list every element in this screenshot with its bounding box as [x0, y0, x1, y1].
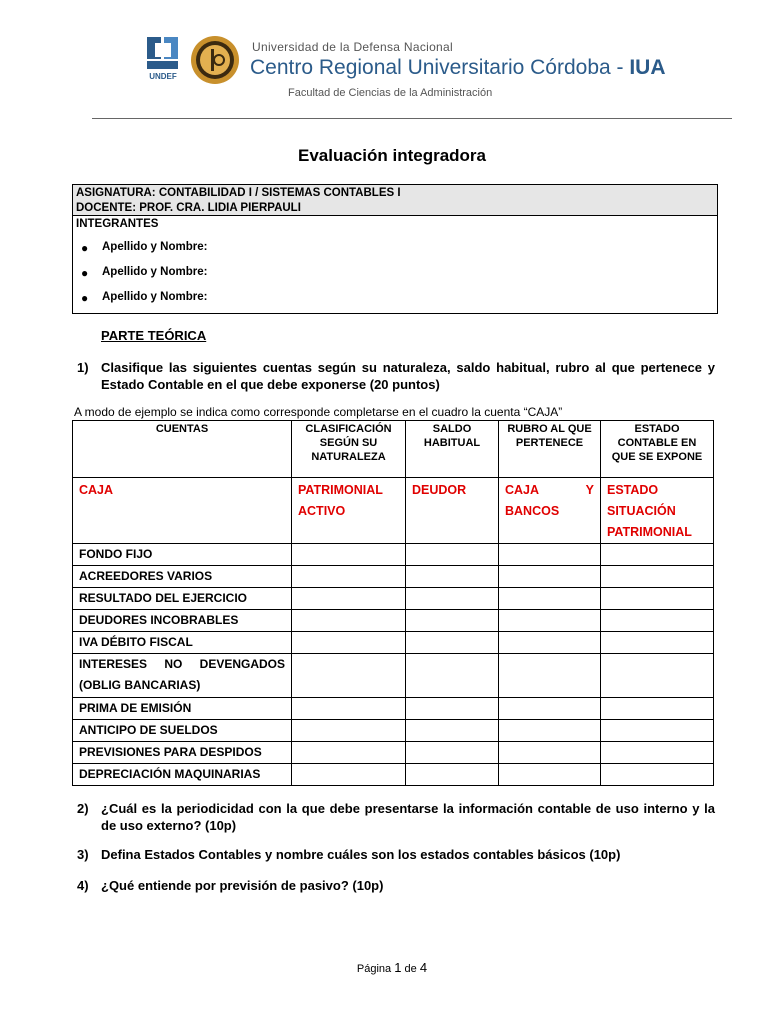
answer-cell[interactable]: [406, 698, 499, 720]
iua-seal-logo: [190, 35, 240, 85]
undef-logo: [145, 35, 181, 87]
header-cell: CUENTAS: [73, 421, 292, 478]
answer-cell[interactable]: [406, 610, 499, 632]
answer-cell[interactable]: [499, 588, 601, 610]
table-row: [73, 698, 714, 720]
answer-cell[interactable]: [601, 654, 714, 698]
example-row: [73, 478, 714, 544]
answer-cell[interactable]: [406, 764, 499, 786]
example-cell: DEUDOR: [406, 478, 499, 544]
answer-cell[interactable]: [292, 698, 406, 720]
account-cell: ANTICIPO DE SUELDOS: [73, 720, 292, 742]
question-2: [77, 800, 717, 836]
account-cell: PREVISIONES PARA DESPIDOS: [73, 742, 292, 764]
faculty-name: Facultad de Ciencias de la Administración: [288, 87, 493, 99]
answer-cell[interactable]: [292, 588, 406, 610]
answer-cell[interactable]: [292, 764, 406, 786]
example-cell: PATRIMONIAL ACTIVO: [292, 478, 406, 544]
section-heading: PARTE TEÓRICA: [101, 328, 207, 343]
answer-cell[interactable]: [601, 610, 714, 632]
answer-cell[interactable]: [601, 566, 714, 588]
answer-cell[interactable]: [292, 742, 406, 764]
question-text: ¿Qué entiende por previsión de pasivo? (10p): [101, 878, 384, 893]
table-row: [73, 632, 714, 654]
answer-cell[interactable]: [406, 566, 499, 588]
question-3: [77, 846, 717, 864]
example-cell: ESTADO SITUACIÓN PATRIMONIAL: [601, 478, 714, 544]
account-cell: RESULTADO DEL EJERCICIO: [73, 588, 292, 610]
header-cell: RUBRO AL QUE PERTENECE: [499, 421, 601, 478]
answer-cell[interactable]: [292, 544, 406, 566]
undef-logo-text: UNDEF: [149, 72, 177, 81]
accounts-table: [72, 420, 714, 786]
question-number: 3): [77, 847, 89, 862]
answer-cell[interactable]: [499, 764, 601, 786]
table-row: [73, 544, 714, 566]
answer-cell[interactable]: [292, 566, 406, 588]
answer-cell[interactable]: [406, 742, 499, 764]
answer-cell[interactable]: [406, 632, 499, 654]
account-cell: FONDO FIJO: [73, 544, 292, 566]
table-row: [73, 588, 714, 610]
header-cell: ESTADO CONTABLE EN QUE SE EXPONE: [601, 421, 714, 478]
member-label: Apellido y Nombre:: [102, 266, 208, 278]
answer-cell[interactable]: [499, 632, 601, 654]
bullet-icon: ●: [81, 241, 89, 255]
member-label: Apellido y Nombre:: [102, 291, 208, 303]
header-cell: SALDO HABITUAL: [406, 421, 499, 478]
answer-cell[interactable]: [499, 654, 601, 698]
member-label: Apellido y Nombre:: [102, 241, 208, 253]
example-cell: CAJA Y BANCOS: [499, 478, 601, 544]
account-cell: PRIMA DE EMISIÓN: [73, 698, 292, 720]
subject-line: ASIGNATURA: CONTABILIDAD I / SISTEMAS CONTABLES I: [76, 187, 401, 199]
bullet-icon: ●: [81, 291, 89, 305]
header-cell: CLASIFICACIÓN SEGÚN SU NATURALEZA: [292, 421, 406, 478]
subject-block: [73, 185, 717, 216]
answer-cell[interactable]: [499, 720, 601, 742]
regional-center-name: Centro Regional Universitario Córdoba - IUA: [250, 56, 666, 79]
question-1: [77, 359, 717, 395]
question-number: 4): [77, 878, 89, 893]
answer-cell[interactable]: [406, 588, 499, 610]
answer-cell[interactable]: [292, 720, 406, 742]
table-row: [73, 654, 714, 698]
members-label: INTEGRANTES: [76, 218, 159, 230]
example-cell: CAJA: [73, 478, 292, 544]
bullet-icon: ●: [81, 266, 89, 280]
answer-cell[interactable]: [601, 742, 714, 764]
answer-cell[interactable]: [406, 544, 499, 566]
question-number: 1): [77, 360, 89, 375]
account-cell: DEPRECIACIÓN MAQUINARIAS: [73, 764, 292, 786]
answer-cell[interactable]: [499, 610, 601, 632]
account-cell: DEUDORES INCOBRABLES: [73, 610, 292, 632]
question-number: 2): [77, 801, 89, 816]
answer-cell[interactable]: [601, 698, 714, 720]
answer-cell[interactable]: [406, 720, 499, 742]
answer-cell[interactable]: [601, 588, 714, 610]
answer-cell[interactable]: [292, 654, 406, 698]
table-row: [73, 566, 714, 588]
account-cell: INTERESES NO DEVENGADOS (OBLIG BANCARIAS): [73, 654, 292, 698]
teacher-line: DOCENTE: PROF. CRA. LIDIA PIERPAULI: [76, 202, 301, 214]
answer-cell[interactable]: [601, 544, 714, 566]
answer-cell[interactable]: [499, 566, 601, 588]
question-4: [77, 877, 717, 895]
table-row: [73, 720, 714, 742]
account-cell: ACREEDORES VARIOS: [73, 566, 292, 588]
account-cell: IVA DÉBITO FISCAL: [73, 632, 292, 654]
table-row: [73, 610, 714, 632]
answer-cell[interactable]: [406, 654, 499, 698]
page-footer: Página 1 de 4: [356, 960, 428, 975]
university-name: Universidad de la Defensa Nacional: [252, 40, 453, 54]
answer-cell[interactable]: [499, 698, 601, 720]
question-text: Defina Estados Contables y nombre cuáles son los estados contables básicos (10p): [101, 847, 621, 862]
example-note: A modo de ejemplo se indica como corresponde completarse en el cuadro la cuenta “CAJA”: [74, 405, 563, 419]
header-divider: [92, 118, 732, 119]
question-text: ¿Cuál es la periodicidad con la que debe presentarse la información contable de uso interno y la de uso externo? (10p): [101, 801, 715, 833]
table-header-row: [73, 421, 714, 478]
answer-cell[interactable]: [499, 742, 601, 764]
table-row: [73, 764, 714, 786]
page-title: Evaluación integradora: [298, 146, 486, 165]
answer-cell[interactable]: [292, 610, 406, 632]
answer-cell[interactable]: [601, 720, 714, 742]
answer-cell[interactable]: [601, 632, 714, 654]
question-text: Clasifique las siguientes cuentas según su naturaleza, saldo habitual, rubro al que pertenece y Estado Contable en el que debe exponerse (20 puntos): [101, 360, 715, 392]
answer-cell[interactable]: [499, 544, 601, 566]
answer-cell[interactable]: [292, 632, 406, 654]
answer-cell[interactable]: [601, 764, 714, 786]
table-row: [73, 742, 714, 764]
info-box: [72, 184, 718, 314]
